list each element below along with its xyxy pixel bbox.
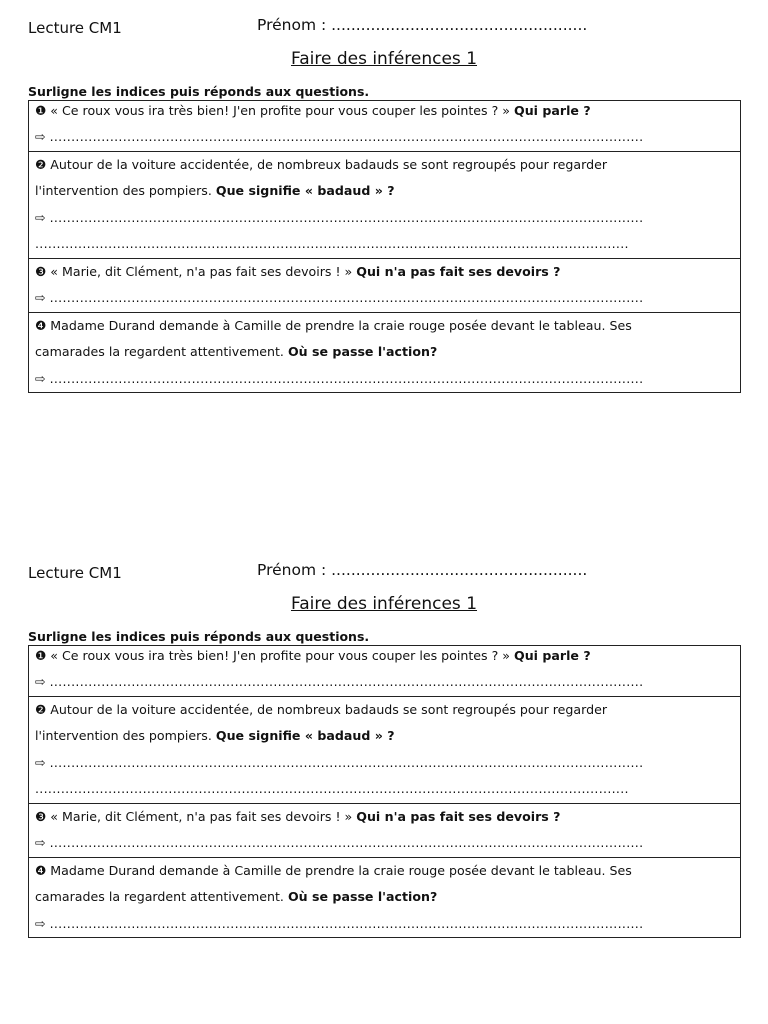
arrow-icon: ⇨ [35,290,46,305]
exercise-text [35,339,734,366]
answer-dots: .......................................................................................................................................... [49,209,644,225]
arrow-icon: ⇨ [35,209,46,225]
answer-dots: .......................................................................................................................................... [35,236,629,251]
exercise-number: ❸ [35,808,47,824]
exercise-table [28,645,741,938]
exercise-text [35,152,734,179]
exercise-row [29,151,741,258]
instruction: Surligne les indices puis réponds aux questions. [28,84,370,99]
page-title: Faire des inférences 1 [290,594,478,614]
exercise-question: Que signifie « badaud » ? [215,728,395,743]
exercise-text [35,804,734,831]
answer-line [35,911,734,938]
exercise-sentence: Autour de la voiture accidentée, de nombreux badauds se sont regroupés pour regarder [50,156,608,172]
exercise-sentence: « Marie, dit Clément, n'a pas fait ses devoirs ! » [50,263,353,279]
exercise-cell [29,101,741,152]
exercise-row [29,646,741,697]
exercise-row [29,857,741,938]
exercise-sentence: Madame Durand demande à Camille de prendre la craie rouge posée devant le tableau. Ses [50,317,632,333]
answer-dots: .......................................................................................................................................... [49,835,644,850]
exercise-sentence: Madame Durand demande à Camille de prendre la craie rouge posée devant le tableau. Ses [50,862,632,878]
exercise-cell [29,258,741,312]
exercise-question: Qui parle ? [514,103,591,118]
arrow-icon: ⇨ [35,370,46,386]
exercise-question: Qui n'a pas fait ses devoirs ? [356,263,561,279]
exercise-row [29,312,741,393]
answer-line [35,750,734,777]
exercise-sentence: Autour de la voiture accidentée, de nombreux badauds se sont regroupés pour regarder [50,701,608,717]
answer-line [35,231,734,258]
exercise-question: Qui n'a pas fait ses devoirs ? [356,808,561,824]
instruction: Surligne les indices puis réponds aux questions. [28,629,370,644]
page-title: Faire des inférences 1 [290,49,478,69]
answer-dots: .......................................................................................................................................... [49,129,644,144]
answer-dots: .......................................................................................................................................... [49,370,644,386]
exercise-question: Où se passe l'action? [287,344,438,359]
answer-dots: .......................................................................................................................................... [49,290,644,305]
exercise-cell [29,312,741,393]
exercise-number: ❷ [35,701,47,717]
answer-line [35,669,734,696]
answer-dots: .......................................................................................................................................... [35,781,629,796]
answer-line [35,776,734,803]
exercise-cell [29,803,741,857]
exercise-question: Qui parle ? [514,648,591,663]
exercise-number: ❹ [35,317,47,333]
exercise-table [28,100,741,393]
level-label: Lecture CM1 [28,564,122,582]
exercise-sentence: l'intervention des pompiers. [35,183,212,198]
exercise-sentence: « Ce roux vous ira très bien! J'en profite pour vous couper les pointes ? » [50,648,510,663]
answer-dots: .......................................................................................................................................... [49,754,644,770]
exercise-cell [29,646,741,697]
exercise-text [35,313,734,340]
arrow-icon: ⇨ [35,835,46,850]
exercise-number: ❸ [35,263,47,279]
exercise-question: Que signifie « badaud » ? [215,183,395,198]
answer-line [35,830,734,857]
answer-dots: .......................................................................................................................................... [49,915,644,931]
exercise-sentence: « Ce roux vous ira très bien! J'en profite pour vous couper les pointes ? » [50,103,510,118]
exercise-text [35,646,734,669]
exercise-text [35,178,734,205]
arrow-icon: ⇨ [35,915,46,931]
exercise-row [29,258,741,312]
exercise-number: ❶ [35,103,47,118]
exercise-cell [29,857,741,938]
exercise-row [29,696,741,803]
answer-line [35,124,734,151]
name-field: Prénom : .................................................... [257,561,588,579]
exercise-question: Où se passe l'action? [287,889,438,904]
exercise-sentence: camarades la regardent attentivement. [35,344,284,359]
exercise-sentence: l'intervention des pompiers. [35,728,212,743]
exercise-sentence: camarades la regardent attentivement. [35,889,284,904]
answer-dots: .......................................................................................................................................... [49,674,644,689]
exercise-text [35,259,734,286]
exercise-text [35,723,734,750]
exercise-number: ❹ [35,862,47,878]
exercise-cell [29,696,741,803]
exercise-cell [29,151,741,258]
exercise-text [35,697,734,724]
exercise-row [29,101,741,152]
arrow-icon: ⇨ [35,129,46,144]
exercise-number: ❶ [35,648,47,663]
name-field: Prénom : .................................................... [257,16,588,34]
answer-line [35,205,734,232]
arrow-icon: ⇨ [35,674,46,689]
exercise-text [35,858,734,885]
exercise-text [35,101,734,124]
exercise-row [29,803,741,857]
answer-line [35,366,734,393]
answer-line [35,285,734,312]
level-label: Lecture CM1 [28,19,122,37]
exercise-sentence: « Marie, dit Clément, n'a pas fait ses devoirs ! » [50,808,353,824]
exercise-number: ❷ [35,156,47,172]
arrow-icon: ⇨ [35,754,46,770]
exercise-text [35,884,734,911]
